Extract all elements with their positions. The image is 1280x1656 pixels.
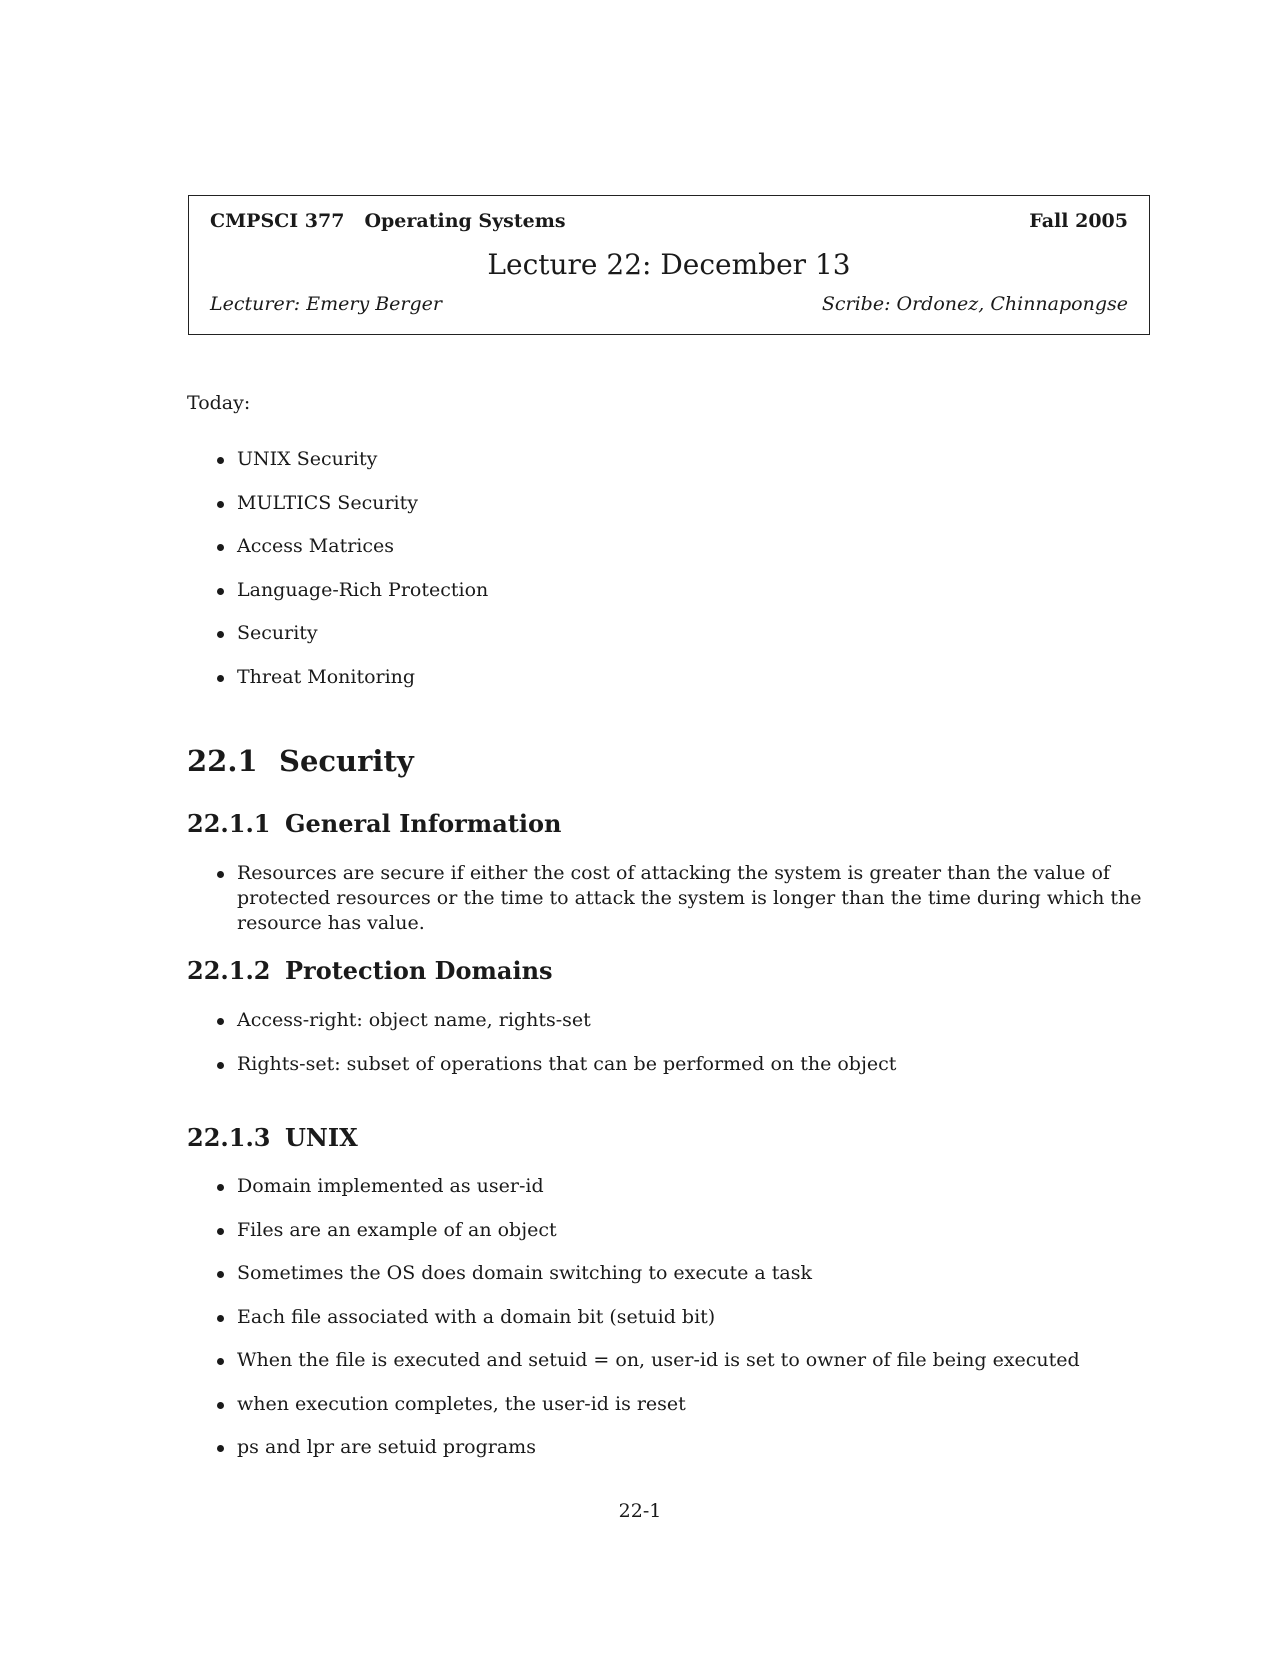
bullet-icon bbox=[217, 1402, 224, 1409]
list-item: Rights-set: subset of operations that can be performed on the object bbox=[237, 1052, 896, 1096]
subsection-heading-general-information bbox=[187, 809, 561, 838]
bullet-icon bbox=[217, 1315, 224, 1322]
bullet-icon bbox=[217, 1445, 224, 1452]
list-item: Threat Monitoring bbox=[237, 665, 488, 709]
list-item: Language-Rich Protection bbox=[237, 578, 488, 622]
bullet-icon bbox=[217, 544, 224, 551]
lecture-header-box bbox=[188, 195, 1150, 335]
list-item: Files are an example of an object bbox=[237, 1218, 1080, 1262]
page-number: 22-1 bbox=[618, 1500, 662, 1522]
protection-domains-list bbox=[237, 1008, 896, 1095]
bullet-icon bbox=[217, 501, 224, 508]
general-information-list bbox=[237, 861, 1157, 936]
list-item: Security bbox=[237, 621, 488, 665]
list-item: MULTICS Security bbox=[237, 491, 488, 535]
list-item: Resources are secure if either the cost of attacking the system is greater than the value of protected resources or the time to attack the system is longer than the time during which the resource has value. bbox=[237, 861, 1157, 936]
lecture-title: Lecture 22: December 13 bbox=[487, 248, 851, 281]
scribe: Scribe: Ordonez, Chinnapongse bbox=[821, 293, 1128, 315]
bullet-icon bbox=[217, 1184, 224, 1191]
bullet-icon bbox=[217, 1271, 224, 1278]
subsection-number: 22.1.3 bbox=[187, 1123, 271, 1152]
list-item: ps and lpr are setuid programs bbox=[237, 1435, 1080, 1479]
subsection-title: UNIX bbox=[285, 1123, 358, 1152]
section-heading bbox=[187, 744, 414, 778]
list-item: Access-right: object name, rights-set bbox=[237, 1008, 896, 1052]
bullet-icon bbox=[217, 1358, 224, 1365]
subsection-heading-protection-domains bbox=[187, 956, 553, 985]
bullet-icon bbox=[217, 1018, 224, 1025]
term: Fall 2005 bbox=[1029, 210, 1128, 232]
list-item: Access Matrices bbox=[237, 534, 488, 578]
list-item: Domain implemented as user-id bbox=[237, 1174, 1080, 1218]
bullet-icon bbox=[217, 871, 224, 878]
list-item: when execution completes, the user-id is reset bbox=[237, 1392, 1080, 1436]
unix-list bbox=[237, 1174, 1080, 1479]
lecturer: Lecturer: Emery Berger bbox=[210, 293, 442, 315]
today-label: Today: bbox=[187, 392, 251, 414]
list-item: When the file is executed and setuid = on, user-id is set to owner of file being executed bbox=[237, 1348, 1080, 1392]
bullet-icon bbox=[217, 631, 224, 638]
bullet-icon bbox=[217, 675, 224, 682]
subsection-heading-unix bbox=[187, 1123, 358, 1152]
section-title: Security bbox=[279, 744, 414, 778]
subsection-title: General Information bbox=[285, 809, 562, 838]
subsection-number: 22.1.2 bbox=[187, 956, 271, 985]
list-item: UNIX Security bbox=[237, 447, 488, 491]
agenda-list bbox=[237, 447, 488, 708]
course-number: CMPSCI 377 bbox=[210, 210, 345, 232]
course-info bbox=[210, 210, 566, 232]
subsection-title: Protection Domains bbox=[285, 956, 553, 985]
list-item: Each file associated with a domain bit (setuid bit) bbox=[237, 1305, 1080, 1349]
list-item: Sometimes the OS does domain switching to execute a task bbox=[237, 1261, 1080, 1305]
subsection-number: 22.1.1 bbox=[187, 809, 271, 838]
bullet-icon bbox=[217, 1062, 224, 1069]
bullet-icon bbox=[217, 1228, 224, 1235]
section-number: 22.1 bbox=[187, 744, 258, 778]
bullet-icon bbox=[217, 588, 224, 595]
course-name: Operating Systems bbox=[364, 210, 566, 232]
bullet-icon bbox=[217, 457, 224, 464]
